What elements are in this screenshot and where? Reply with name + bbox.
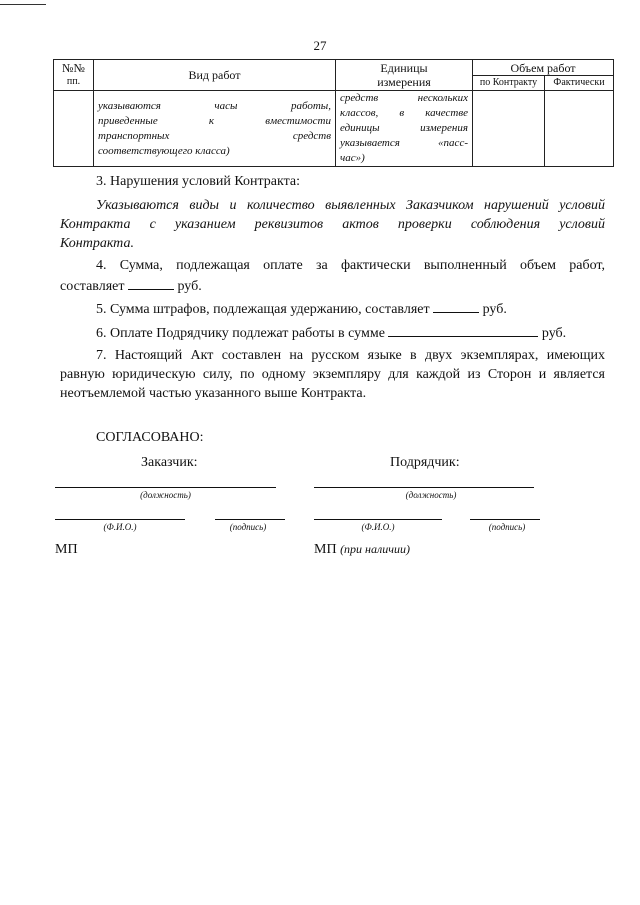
customer-name-caption: (Ф.И.О.) [103,522,137,532]
item5: 5. Сумма штрафов, подлежащая удержанию, составляет руб. [60,298,605,319]
payment-blank-field [388,322,538,337]
item4: 4. Сумма, подлежащая оплате за фактически выполненный объем работ, составляет руб. [60,258,605,294]
contractor-name-line [314,519,442,520]
customer-position-line [55,487,276,488]
contractor-sign-caption: (подпись) [488,522,526,532]
section3-heading: 3. Нарушения условий Контракта: [96,174,300,189]
header-work-type: Вид работ [94,60,336,91]
header-number: №№ пп. [54,60,94,91]
works-table [53,59,614,167]
row-actual-cell [545,91,614,167]
contractor-title: Подрядчик: [390,455,460,470]
contractor-position-caption: (должность) [405,490,457,500]
header-actual: Фактически [545,76,614,91]
header-volume: Объем работ [473,60,614,76]
page-number: 27 [313,38,327,53]
customer-title: Заказчик: [141,455,198,470]
customer-stamp: МП [55,542,78,557]
customer-name-line [55,519,185,520]
item7: 7. Настоящий Акт составлен на русском языке в двух экземплярах, имеющих равную юридическую силу, по одному экземпляру для каждой из Сторон и является неотъемлемой частью указанного выше Контракта. [60,348,605,401]
row-work-cell: указываются часы работы, приведенные к вместимости транспортных средств соответствующего класса) [94,91,336,167]
row-by-contract-cell [473,91,545,167]
corner-scan-mark [0,0,46,5]
contractor-position-line [314,487,534,488]
sum-blank-field [128,275,174,290]
header-units: Единицы измерения [336,60,473,91]
row-number-cell [54,91,94,167]
contractor-name-caption: (Ф.И.О.) [361,522,395,532]
row-units-cell: средств нескольких классов, в качестве единицы измерения указывается «пасс- час») [336,91,473,167]
agreed-label: СОГЛАСОВАНО: [96,430,204,445]
customer-sign-caption: (подпись) [229,522,267,532]
header-by-contract: по Контракту [473,76,545,91]
customer-position-caption: (должность) [140,490,191,500]
contractor-stamp: МП (при наличии) [314,542,410,557]
contractor-sign-line [470,519,540,520]
customer-sign-line [215,519,285,520]
item6: 6. Оплате Подрядчику подлежат работы в сумме руб. [60,322,605,343]
section3-text: Указываются виды и количество выявленных Заказчиком нарушений условий Контракта с указанием реквизитов актов проверки соблюдения условий Контракта. [60,198,605,251]
penalty-blank-field [433,298,479,313]
